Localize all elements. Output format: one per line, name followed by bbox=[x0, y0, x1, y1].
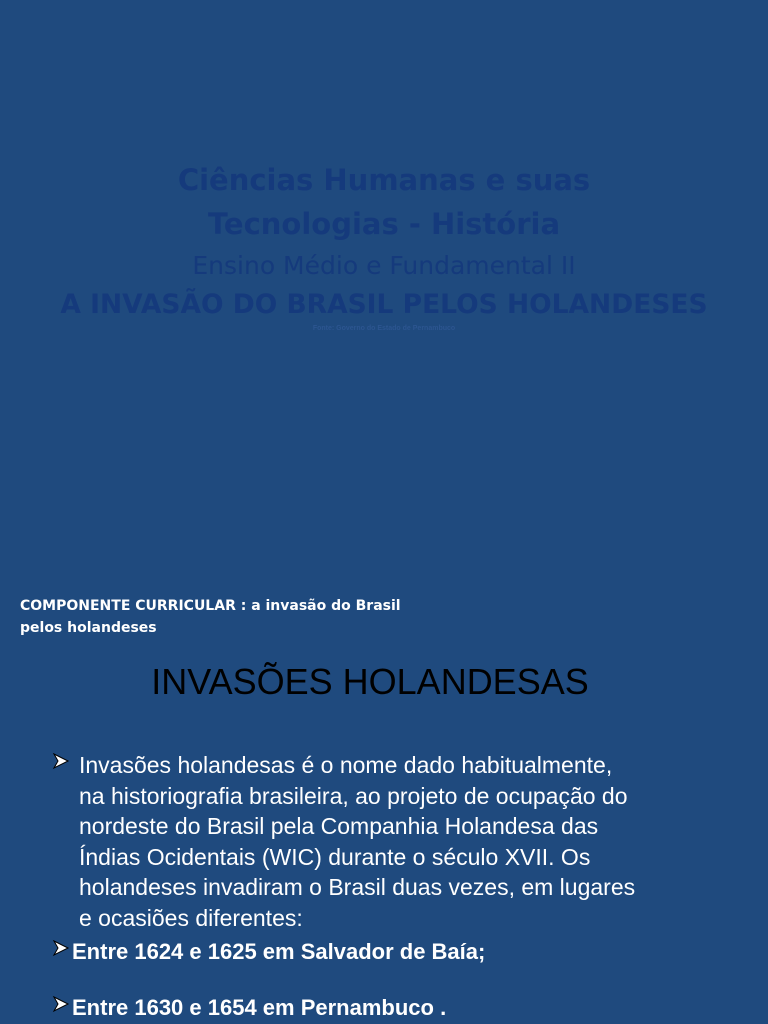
curricular-component-label bbox=[20, 595, 440, 639]
bullet-line: e ocasiões diferentes: bbox=[79, 904, 303, 931]
bullet-text-salvador: Entre 1624 e 1625 em Salvador de Baía; bbox=[72, 939, 486, 964]
arrowhead-bullet-icon bbox=[52, 752, 70, 770]
bullet-text-pernambuco: Entre 1630 e 1654 em Pernambuco . bbox=[72, 995, 447, 1020]
bullet-line: holandeses invadiram o Brasil duas vezes, em lugares bbox=[79, 874, 636, 900]
bullet-line: Índias Ocidentais (WIC) durante o século XVII. Os bbox=[79, 843, 591, 870]
section-heading: INVASÕES HOLANDESAS bbox=[151, 661, 589, 702]
education-level-subtitle: Ensino Médio e Fundamental II bbox=[192, 251, 576, 280]
bullet-line: nordeste do Brasil pela Companhia Holandesa das bbox=[79, 813, 599, 839]
bullet-item-pernambuco bbox=[52, 993, 742, 1023]
bullet-item-salvador bbox=[52, 937, 742, 967]
course-title-line-2: Tecnologias - História bbox=[207, 207, 561, 241]
course-title-line-1: Ciências Humanas e suas bbox=[177, 163, 591, 197]
bullet-item-definition bbox=[52, 750, 742, 933]
arrowhead-bullet-icon bbox=[52, 995, 70, 1013]
lesson-headline: A INVASÃO DO BRASIL PELOS HOLANDESES bbox=[60, 289, 708, 320]
bullet-text-definition bbox=[72, 750, 742, 933]
curricular-component-line-1: COMPONENTE CURRICULAR : a invasão do Brasil bbox=[20, 598, 401, 614]
arrowhead-bullet-icon bbox=[52, 939, 70, 957]
source-caption: Fonte: Governo do Estado de Pernambuco bbox=[312, 325, 456, 332]
bullet-line: Invasões holandesas é o nome dado habitualmente, bbox=[79, 752, 613, 778]
bullet-line: na historiografia brasileira, ao projeto de ocupação do bbox=[79, 782, 628, 809]
curricular-component-line-2: pelos holandeses bbox=[20, 620, 157, 636]
title-block bbox=[0, 158, 768, 333]
bullet-list bbox=[52, 750, 742, 1023]
